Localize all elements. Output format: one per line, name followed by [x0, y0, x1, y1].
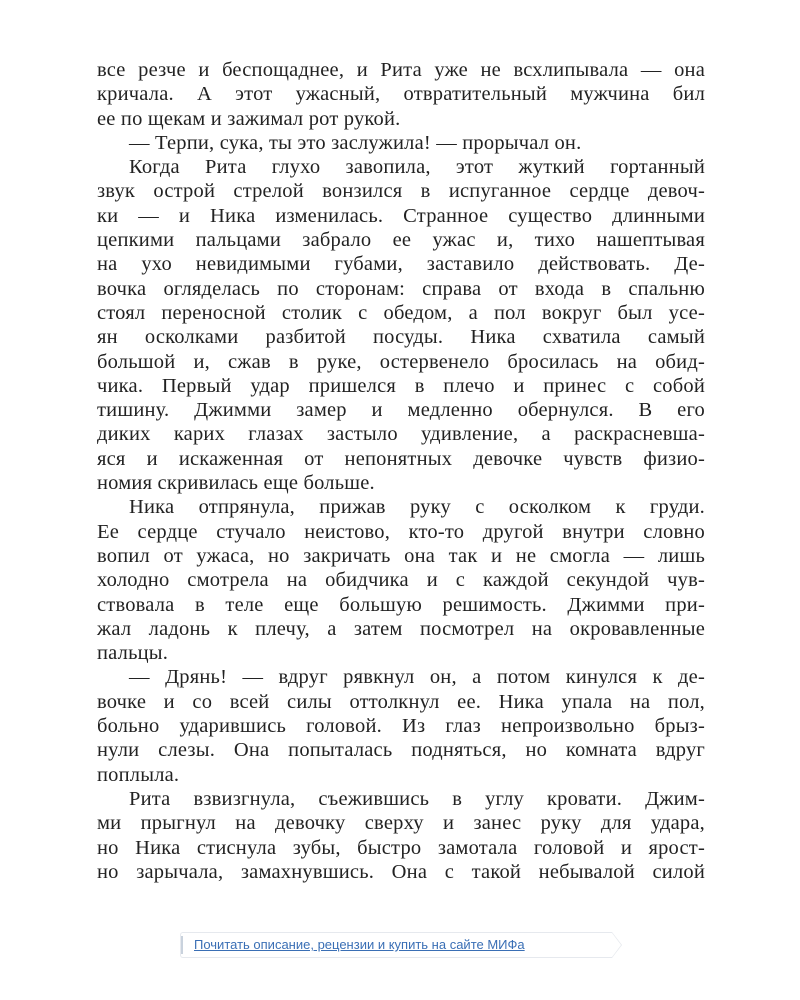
- text-line: вочке и со всей силы оттолкнул ее. Ника упала на пол,: [97, 690, 705, 713]
- text-line: ми прыгнул на девочку сверху и занес руку для удара,: [97, 812, 705, 835]
- text-line: Ее сердце стучало неистово, кто-то другой внутри словно: [97, 520, 705, 543]
- text-line: — Дрянь! — вдруг рявкнул он, а потом кинулся к де-: [129, 666, 705, 689]
- book-page-text: [97, 58, 705, 884]
- text-line: чика. Первый удар пришелся в плечо и принес с собой: [97, 374, 705, 397]
- text-line: Рита взвизгнула, съежившись в углу кровати. Джим-: [129, 787, 705, 810]
- text-line: но Ника стиснула зубы, быстро замотала головой и ярост-: [97, 836, 705, 859]
- text-line: кричала. А этот ужасный, отвратительный мужчина бил: [97, 83, 705, 106]
- text-line: тишину. Джимми замер и медленно обернулся. В его: [97, 399, 705, 422]
- text-line: ян осколками разбитой посуды. Ника схватила самый: [97, 326, 705, 349]
- text-line: на ухо невидимыми губами, заставило действовать. Де-: [97, 253, 705, 276]
- text-line: больно ударившись головой. Из глаз непроизвольно брыз-: [97, 715, 705, 738]
- promo-banner: [180, 932, 612, 958]
- text-line: цепкими пальцами забрало ее ужас и, тихо нашептывая: [97, 229, 705, 252]
- text-line: жал ладонь к плечу, а затем посмотрел на окровавленные: [97, 617, 705, 640]
- text-line: холодно смотрела на обидчика и с каждой секундой чув-: [97, 569, 705, 592]
- text-line: ее по щекам и зажимал рот рукой.: [97, 107, 401, 130]
- text-line: яся и искаженная от непонятных девочке чувств физио-: [97, 447, 705, 470]
- text-line: ствовала в теле еще большую решимость. Джимми при-: [97, 593, 705, 616]
- text-line: все резче и беспощаднее, и Рита уже не всхлипывала — она: [97, 59, 705, 81]
- text-line: вопил от ужаса, но закричать она так и не смогла — лишь: [97, 544, 705, 567]
- text-line: поплыла.: [97, 763, 180, 786]
- text-line: большой и, сжав в руке, остервенело бросилась на обид-: [97, 350, 705, 373]
- text-line: — Терпи, сука, ты это заслужила! — прорычал он.: [129, 131, 582, 154]
- text-line: диких карих глазах застыло удивление, а раскрасневша-: [97, 423, 705, 446]
- text-line: ки — и Ника изменилась. Странное существо длинными: [97, 204, 705, 227]
- text-line: вочка огляделась по сторонам: справа от входа в спальню: [97, 277, 705, 300]
- text-line: нули слезы. Она попыталась подняться, но комната вдруг: [97, 739, 705, 762]
- promo-accent-bar: [181, 936, 183, 954]
- text-line: но зарычала, замахнувшись. Она с такой небывалой силой: [97, 860, 705, 883]
- text-line: звук острой стрелой вонзился в испуганное сердце девоч-: [97, 180, 705, 203]
- text-line: Когда Рита глухо завопила, этот жуткий гортанный: [129, 156, 705, 179]
- text-line: номия скривилась еще больше.: [97, 472, 375, 495]
- buy-on-mif-link[interactable]: Почитать описание, рецензии и купить на сайте МИФа: [194, 937, 525, 952]
- text-line: пальцы.: [97, 642, 169, 665]
- text-line: Ника отпрянула, прижав руку с осколком к груди.: [129, 496, 705, 519]
- text-line: стоял переносной столик с обедом, а пол вокруг был усе-: [97, 301, 705, 324]
